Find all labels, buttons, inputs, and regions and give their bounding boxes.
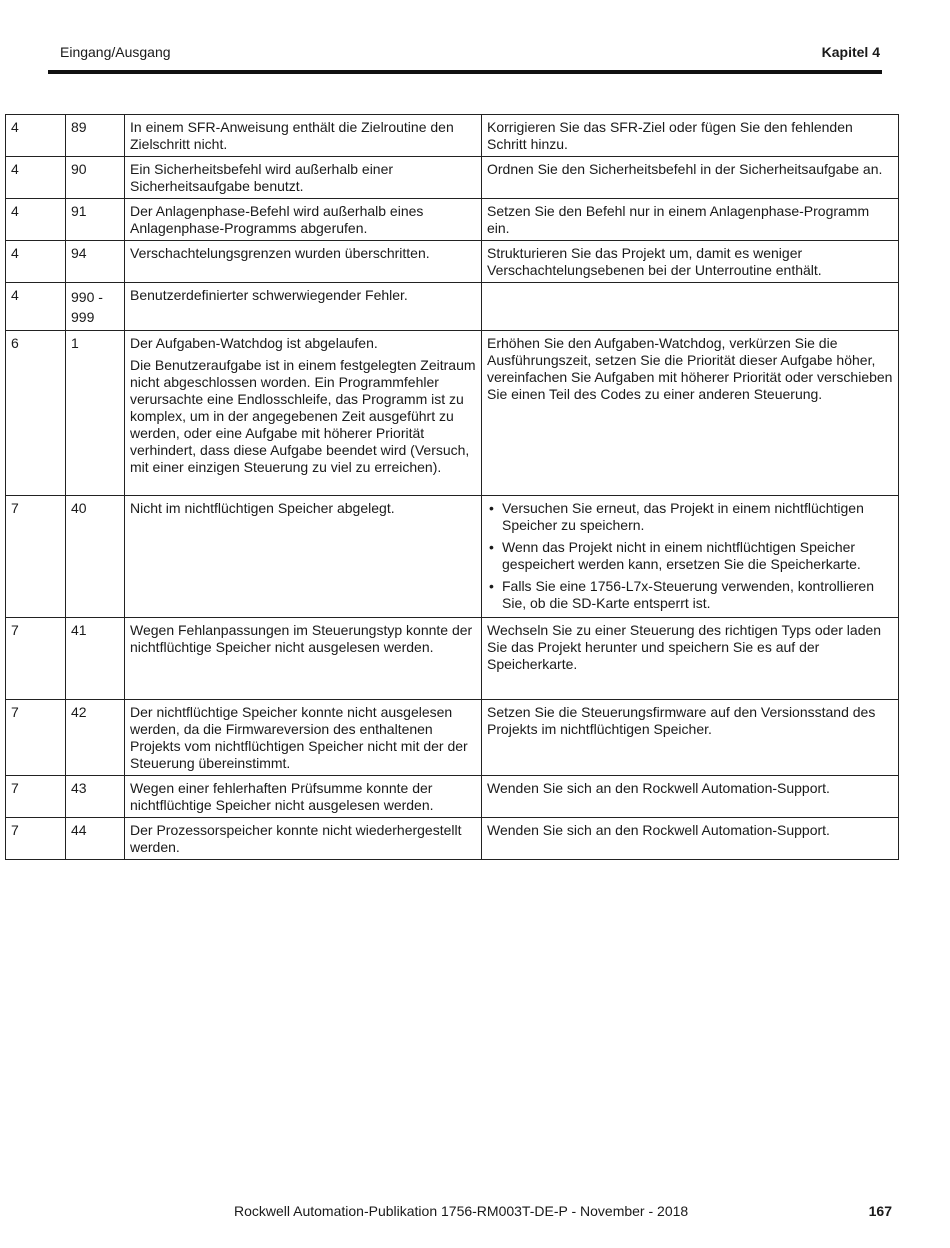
table-row [6, 283, 899, 331]
recommendation-cell: Wechseln Sie zu einer Steuerung des richtigen Typs oder laden Sie das Projekt herunter und speichern Sie es auf der Speicherkarte. [482, 618, 899, 700]
recommendation-cell: Setzen Sie die Steuerungsfirmware auf den Versionsstand des Projekts im nichtflüchtigen Speicher. [482, 700, 899, 776]
table-row [6, 618, 899, 700]
recommendation-cell: Erhöhen Sie den Aufgaben-Watchdog, verkürzen Sie die Ausführungszeit, setzen Sie die Priorität dieser Aufgabe höher, vereinfachen Sie Aufgaben mit höherer Priorität oder verschieben Sie einen Teil des Codes zu einer anderen Steuerung. [482, 331, 899, 496]
fault-description-cell [125, 818, 482, 860]
description-text: Der Prozessorspeicher konnte nicht wiederhergestellt werden. [130, 822, 462, 855]
recommendation-cell: Wenden Sie sich an den Rockwell Automation-Support. [482, 776, 899, 818]
fault-type-cell: 4 [6, 199, 66, 241]
recommendation-cell [482, 496, 899, 618]
recommendation-cell: Setzen Sie den Befehl nur in einem Anlagenphase-Programm ein. [482, 199, 899, 241]
table-row [6, 115, 899, 157]
fault-type-cell: 6 [6, 331, 66, 496]
description-text: Die Benutzeraufgabe ist in einem festgelegten Zeitraum nicht abgeschlossen worden. Ein Programmfehler verursachte eine Endlosschleife, das Programm ist zu komplex, um in der angegebenen Zeit ausgeführt zu werden, oder eine Aufgabe mit höherer Priorität verhindert, dass diese Aufgabe beendet wird (Versuch, mit einer einzigen Steuerung zu viel zu erreichen). [130, 357, 476, 475]
recommendation-cell: Wenden Sie sich an den Rockwell Automation-Support. [482, 818, 899, 860]
fault-type-cell: 7 [6, 496, 66, 618]
description-text: Der Aufgaben-Watchdog ist abgelaufen. [130, 335, 378, 351]
description-text: Benutzerdefinierter schwerwiegender Fehler. [130, 287, 408, 303]
fault-description-cell [125, 283, 482, 331]
chapter-label: Kapitel 4 [821, 44, 880, 60]
table-row [6, 776, 899, 818]
fault-code-cell: 43 [66, 776, 125, 818]
fault-type-cell: 7 [6, 818, 66, 860]
fault-description-cell [125, 496, 482, 618]
fault-type-cell: 4 [6, 157, 66, 199]
fault-description-cell [125, 199, 482, 241]
fault-description-cell [125, 241, 482, 283]
fault-type-cell: 7 [6, 776, 66, 818]
fault-code-cell: 44 [66, 818, 125, 860]
list-item: • Wenn das Projekt nicht in einem nichtflüchtigen Speicher gespeichert werden kann, ersetzen Sie die Speicherkarte. [487, 539, 893, 573]
fault-type-cell: 7 [6, 618, 66, 700]
fault-type-cell: 4 [6, 115, 66, 157]
description-text: Der nichtflüchtige Speicher konnte nicht ausgelesen werden, da die Firmwareversion des enthaltenen Projekts vom nichtflüchtigen Speicher nicht mit der der Steuerung übereinstimmt. [130, 704, 468, 771]
recommendation-cell: Korrigieren Sie das SFR-Ziel oder fügen Sie den fehlenden Schritt hinzu. [482, 115, 899, 157]
fault-description-cell [125, 331, 482, 496]
fault-description-cell [125, 776, 482, 818]
fault-code-cell: 42 [66, 700, 125, 776]
fault-code-cell: 41 [66, 618, 125, 700]
recommendation-cell: Strukturieren Sie das Projekt um, damit es weniger Verschachtelungsebenen bei der Unterroutine enthält. [482, 241, 899, 283]
fault-code-cell: 1 [66, 331, 125, 496]
list-item: • Versuchen Sie erneut, das Projekt in einem nichtflüchtigen Speicher zu speichern. [487, 500, 893, 534]
fault-code-cell: 91 [66, 199, 125, 241]
recommendation-cell: Ordnen Sie den Sicherheitsbefehl in der Sicherheitsaufgabe an. [482, 157, 899, 199]
description-text: In einem SFR-Anweisung enthält die Zielroutine den Zielschritt nicht. [130, 119, 454, 152]
fault-code-cell: 990 - 999 [66, 283, 125, 331]
fault-description-cell [125, 115, 482, 157]
table-row [6, 199, 899, 241]
fault-codes-table [5, 114, 899, 860]
fault-description-cell [125, 700, 482, 776]
fault-table-body [6, 115, 899, 860]
description-text: Verschachtelungsgrenzen wurden überschritten. [130, 245, 430, 261]
fault-description-cell [125, 157, 482, 199]
fault-code-cell: 40 [66, 496, 125, 618]
header-divider [48, 70, 882, 74]
page-number: 167 [868, 1203, 892, 1219]
publication-footer: Rockwell Automation-Publikation 1756-RM003T-DE-P - November - 2018 [234, 1203, 689, 1219]
description-text: Der Anlagenphase-Befehl wird außerhalb eines Anlagenphase-Programms abgerufen. [130, 203, 424, 236]
fault-code-cell: 90 [66, 157, 125, 199]
table-row [6, 241, 899, 283]
recommendation-list [487, 500, 893, 612]
table-row [6, 157, 899, 199]
fault-code-cell: 89 [66, 115, 125, 157]
fault-description-cell [125, 618, 482, 700]
fault-type-cell: 7 [6, 700, 66, 776]
description-text: Wegen Fehlanpassungen im Steuerungstyp konnte der nichtflüchtige Speicher nicht ausgelesen werden. [130, 622, 473, 655]
table-row [6, 700, 899, 776]
description-text: Nicht im nichtflüchtigen Speicher abgelegt. [130, 500, 395, 516]
description-text: Wegen einer fehlerhaften Prüfsumme konnte der nichtflüchtige Speicher nicht ausgelesen werden. [130, 780, 434, 813]
list-item: • Falls Sie eine 1756-L7x-Steuerung verwenden, kontrollieren Sie, ob die SD-Karte entsperrt ist. [487, 578, 893, 612]
table-row [6, 496, 899, 618]
section-title: Eingang/Ausgang [60, 44, 171, 60]
fault-type-cell: 4 [6, 241, 66, 283]
fault-type-cell: 4 [6, 283, 66, 331]
table-row [6, 331, 899, 496]
table-row [6, 818, 899, 860]
fault-code-cell: 94 [66, 241, 125, 283]
recommendation-cell [482, 283, 899, 331]
description-text: Ein Sicherheitsbefehl wird außerhalb einer Sicherheitsaufgabe benutzt. [130, 161, 394, 194]
